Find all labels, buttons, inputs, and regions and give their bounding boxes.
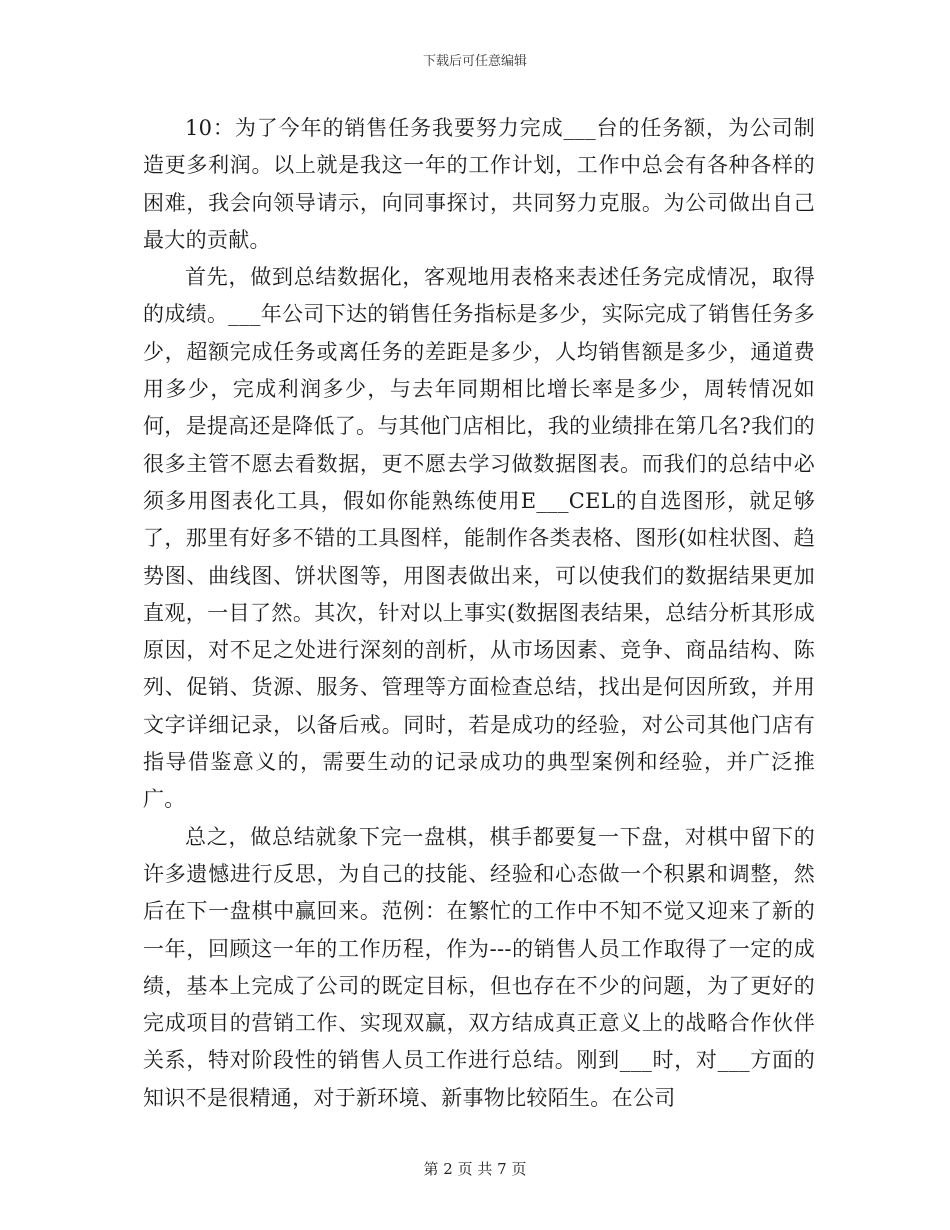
page-number: 第 2 页 共 7 页	[423, 1160, 527, 1178]
document-body	[143, 110, 815, 1117]
paragraph-sales-target: 10：为了今年的销售任务我要努力完成___台的任务额，为公司制造更多利润。以上就是我这一年的工作计划，工作中总会有各种各样的困难，我会向领导请示，向同事探讨，共同努力克服。为公司做出自己最大的贡献。	[143, 116, 815, 252]
paragraph-conclusion: 总之，做总结就象下完一盘棋，棋手都要复一下盘，对棋中留下的许多遗憾进行反思，为自己的技能、经验和心态做一个积累和调整，然后在下一盘棋中赢回来。范例：在繁忙的工作中不知不觉又迎来了新的一年，回顾这一年的工作历程，作为---的销售人员工作取得了一定的成绩，基本上完成了公司的既定目标，但也存在不少的问题，为了更好的完成项目的营销工作、实现双赢，双方结成真正意义上的战略合作伙伴关系，特对阶段性的销售人员工作进行总结。刚到___时，对___方面的知识不是很精通，对于新环境、新事物比较陌生。在公司	[143, 824, 815, 1110]
paragraph-data-summary: 首先，做到总结数据化，客观地用表格来表述任务完成情况，取得的成绩。___年公司下达的销售任务指标是多少，实际完成了销售任务多少，超额完成任务或离任务的差距是多少，人均销售额是多少，通道费用多少，完成利润多少，与去年同期相比增长率是多少，周转情况如何，是提高还是降低了。与其他门店相比，我的业绩排在第几名?我们的很多主管不愿去看数据，更不愿去学习做数据图表。而我们的总结中必须多用图表化工具，假如你能熟练使用E___CEL的自选图形，就足够了，那里有好多不错的工具图样，能制作各类表格、图形(如柱状图、趋势图、曲线图、饼状图等，用图表做出来，可以使我们的数据结果更加直观，一目了然。其次，针对以上事实(数据图表结果，总结分析其形成原因，对不足之处进行深刻的剖析，从市场因素、竞争、商品结构、陈列、促销、货源、服务、管理等方面检查总结，找出是何因所致，并用文字详细记录，以备后戒。同时，若是成功的经验，对公司其他门店有指导借鉴意义的，需要生动的记录成功的典型案例和经验，并广泛推广。	[143, 265, 815, 812]
page-header: 下载后可任意编辑	[422, 54, 527, 69]
